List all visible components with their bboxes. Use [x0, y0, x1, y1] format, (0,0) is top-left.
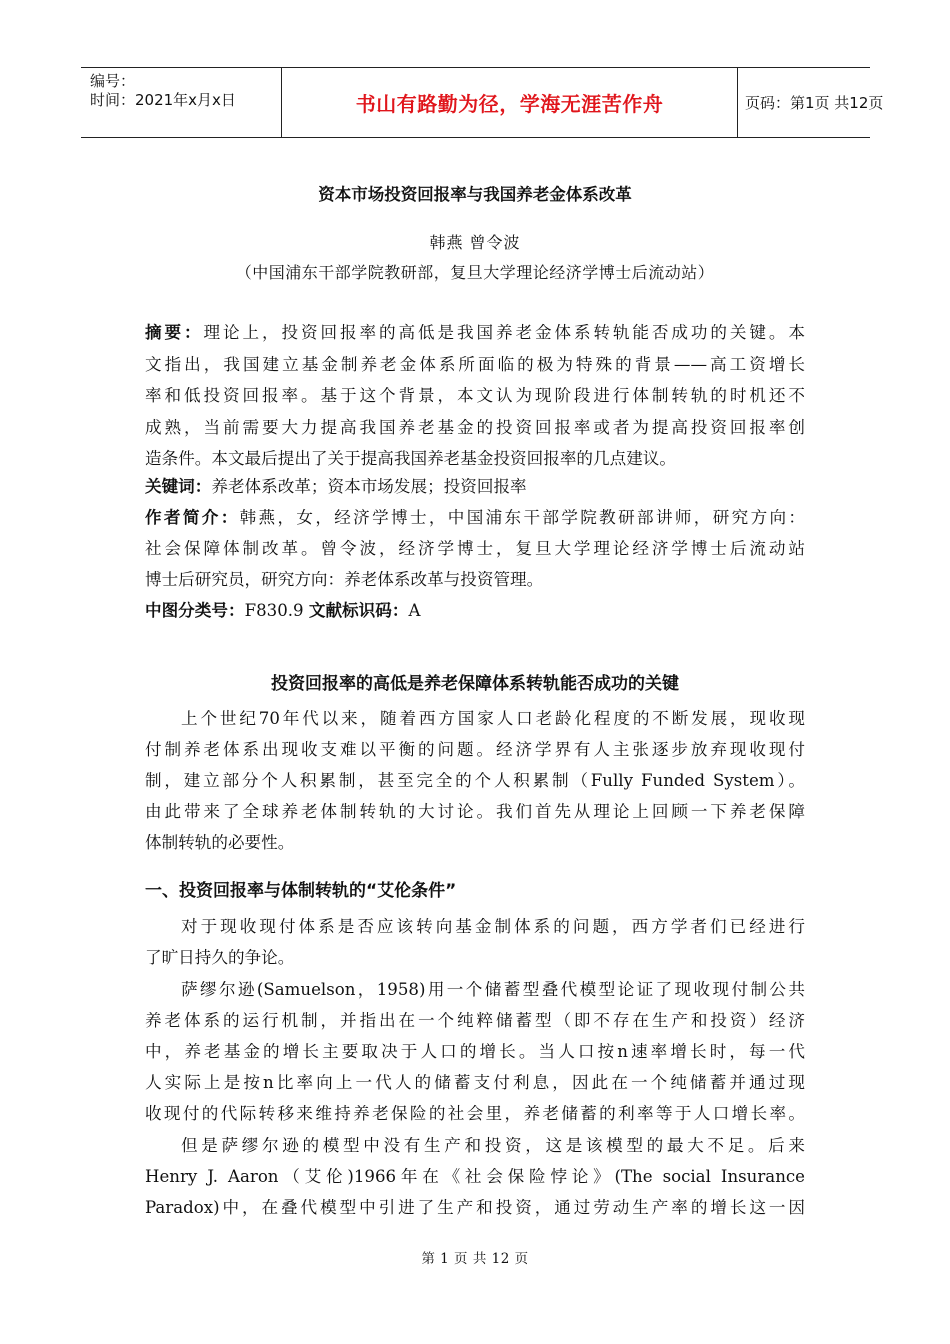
- page-footer: 第 1 页 共 12 页: [421, 1251, 529, 1267]
- body-line: 制，建立部分个人积累制，甚至完全的个人积累制（Fully Funded System）。: [145, 771, 805, 790]
- keywords-label: 关键词：: [145, 477, 212, 496]
- page-info: 页码：第1页 共12页: [745, 94, 884, 112]
- keywords-text: 养老体系改革；资本市场发展；投资回报率: [211, 477, 527, 496]
- paper-title: 资本市场投资回报率与我国养老金体系改革: [318, 185, 632, 204]
- clc-label: 中图分类号：: [145, 601, 245, 620]
- author-intro-line: 作者简介：韩燕，女，经济学博士，中国浦东干部学院教研部讲师，研究方向：: [145, 508, 806, 527]
- motto-text: 书山有路勤为径，学海无涯苦作舟: [355, 92, 664, 116]
- body-line: 上个世纪70年代以来，随着西方国家人口老龄化程度的不断发展，现收现: [181, 709, 805, 728]
- body-line: Henry J. Aaron（艾伦)1966年在《社会保险悖论》(The social Insurance: [145, 1167, 805, 1186]
- author-intro-line: 博士后研究员，研究方向：养老体系改革与投资管理。: [145, 570, 544, 589]
- body-line: Paradox)中，在叠代模型中引进了生产和投资，通过劳动生产率的增长这一因: [145, 1198, 805, 1217]
- section-heading: 投资回报率的高低是养老保障体系转轨能否成功的关键: [271, 674, 679, 694]
- body-line: 付制养老体系出现收支难以平衡的问题。经济学界有人主张逐步放弃现收现付: [145, 740, 805, 759]
- abstract-line: 摘要：理论上，投资回报率的高低是我国养老金体系转轨能否成功的关键。本: [145, 323, 806, 342]
- header-motto-cell: [281, 68, 738, 137]
- keywords-line: [145, 477, 805, 497]
- header-table: [81, 67, 884, 138]
- time-label: 时间：2021年x月x日: [90, 91, 236, 109]
- body-line: 体制转轨的必要性。: [145, 833, 295, 852]
- classification-line: [145, 601, 805, 621]
- body-line: 萨缪尔逊(Samuelson，1958)用一个储蓄型叠代模型论证了现收现付制公共: [181, 980, 805, 999]
- body-line: 但是萨缪尔逊的模型中没有生产和投资，这是该模型的最大不足。后来: [181, 1136, 805, 1155]
- body-line: 由此带来了全球养老体制转轨的大讨论。我们首先从理论上回顾一下养老保障: [145, 802, 805, 821]
- abstract-label: 摘要：: [145, 323, 204, 342]
- abstract-line: 成熟，当前需要大力提高我国养老基金的投资回报率或者为提高投资回报率创: [145, 418, 805, 437]
- body-line: 对于现收现付体系是否应该转向基金制体系的问题，西方学者们已经进行: [181, 917, 805, 936]
- abstract-line: 率和低投资回报率。基于这个背景，本文认为现阶段进行体制转轨的时机还不: [145, 386, 805, 405]
- serial-label: 编号：: [90, 72, 136, 90]
- clc-value: F830.9: [244, 601, 304, 620]
- body-line: 了旷日持久的争论。: [145, 948, 295, 967]
- body-line: 人实际上是按n比率向上一代人的储蓄支付利息，因此在一个纯储蓄并通过现: [145, 1073, 805, 1092]
- author-intro-label: 作者简介：: [145, 508, 240, 527]
- abstract-line: 文指出，我国建立基金制养老金体系所面临的极为特殊的背景——高工资增长: [145, 355, 805, 374]
- header-page-cell: [737, 68, 884, 137]
- body-line: 养老体系的运行机制，并指出在一个纯粹储蓄型（即不存在生产和投资）经济: [145, 1011, 805, 1030]
- body-line: 收现付的代际转移来维持养老保险的社会里，养老储蓄的利率等于人口增长率。: [145, 1104, 805, 1123]
- author-intro-line: 社会保障体制改革。曾令波，经济学博士，复旦大学理论经济学博士后流动站: [145, 539, 805, 558]
- abstract-line: 造条件。本文最后提出了关于提高我国养老基金投资回报率的几点建议。: [145, 449, 676, 468]
- header-left-cell: [81, 68, 281, 137]
- doc-code-value: A: [408, 601, 421, 620]
- body-line: 中，养老基金的增长主要取决于人口的增长。当人口按n速率增长时，每一代: [145, 1042, 805, 1061]
- paper-authors: 韩燕 曾令波: [429, 233, 521, 252]
- subsection-heading: 一、投资回报率与体制转轨的“艾伦条件”: [145, 881, 457, 901]
- paper-affiliation: （中国浦东干部学院教研部，复旦大学理论经济学博士后流动站）: [235, 263, 715, 282]
- doc-code-label: 文献标识码：: [308, 601, 409, 620]
